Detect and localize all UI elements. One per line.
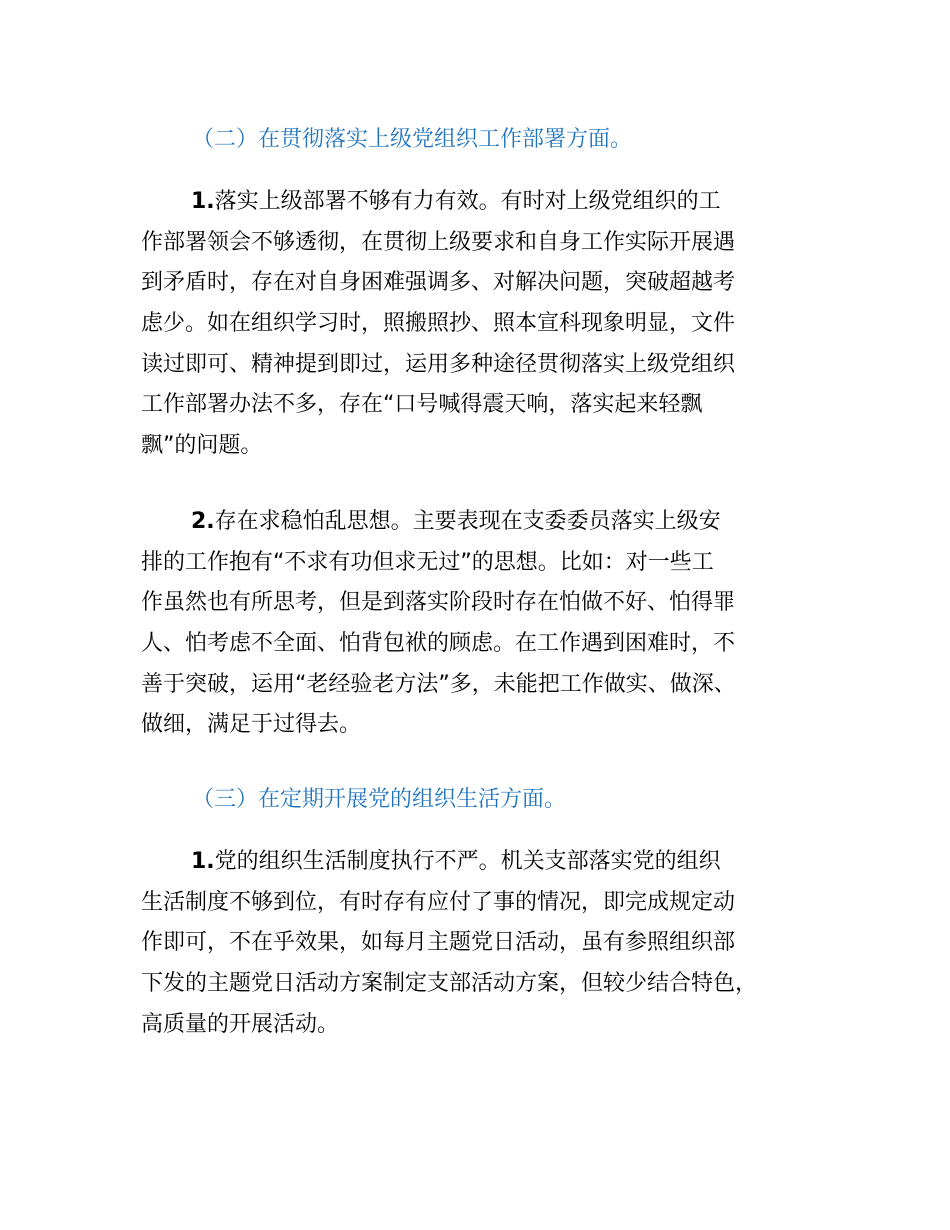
paragraph-line: 善于突破，运用“老经验老方法”多，未能把工作做实、做深、 bbox=[141, 671, 736, 697]
paragraph-line: 虑少。如在组织学习时，照搬照抄、照本宣科现象明显，文件 bbox=[141, 311, 736, 337]
paragraph-line: 下发的主题党日活动方案制定支部活动方案，但较少结合特色， bbox=[141, 971, 758, 997]
paragraph-line: 工作部署办法不多，存在“口号喊得震天响，落实起来轻飘 bbox=[141, 392, 703, 418]
item-number: 1. bbox=[191, 849, 215, 874]
paragraph-3-1 bbox=[141, 842, 841, 1045]
section-heading-2: （二）在贯彻落实上级党组织工作部署方面。 bbox=[192, 127, 633, 152]
paragraph-line: 高质量的开展活动。 bbox=[141, 1011, 340, 1037]
paragraph-line: 做细，满足于过得去。 bbox=[141, 712, 362, 738]
paragraph-2-2 bbox=[141, 502, 841, 746]
paragraph-line: 作部署领会不够透彻，在贯彻上级要求和自身工作实际开展遇 bbox=[141, 229, 736, 255]
paragraph-first-line bbox=[141, 842, 841, 883]
paragraph-line: 作虽然也有所思考，但是到落实阶段时存在怕做不好、怕得罪 bbox=[141, 590, 736, 616]
paragraph-text: 党的组织生活制度执行不严。机关支部落实党的组织 bbox=[214, 849, 721, 874]
paragraph-line: 飘”的问题。 bbox=[141, 433, 263, 459]
item-number: 2. bbox=[191, 509, 215, 534]
item-number: 1. bbox=[191, 189, 215, 214]
paragraph-text: 落实上级部署不够有力有效。有时对上级党组织的工 bbox=[214, 189, 721, 214]
paragraph-line: 排的工作抱有“不求有功但求无过”的思想。比如：对一些工 bbox=[141, 549, 714, 575]
paragraph-line: 读过即可、精神提到即过，运用多种途径贯彻落实上级党组织 bbox=[141, 351, 736, 377]
paragraph-text: 存在求稳怕乱思想。主要表现在支委委员落实上级安 bbox=[214, 509, 721, 534]
paragraph-line: 生活制度不够到位，有时存有应付了事的情况，即完成规定动 bbox=[141, 889, 736, 915]
paragraph-2-1 bbox=[141, 182, 841, 467]
paragraph-line: 到矛盾时，存在对自身困难强调多、对解决问题，突破超越考 bbox=[141, 270, 736, 296]
paragraph-line: 作即可，不在乎效果，如每月主题党日活动，虽有参照组织部 bbox=[141, 930, 736, 956]
paragraph-line: 人、怕考虑不全面、怕背包袱的顾虑。在工作遇到困难时，不 bbox=[141, 631, 736, 657]
paragraph-first-line bbox=[141, 182, 841, 223]
section-heading-3: （三）在定期开展党的组织生活方面。 bbox=[192, 787, 567, 812]
paragraph-first-line bbox=[141, 502, 841, 543]
